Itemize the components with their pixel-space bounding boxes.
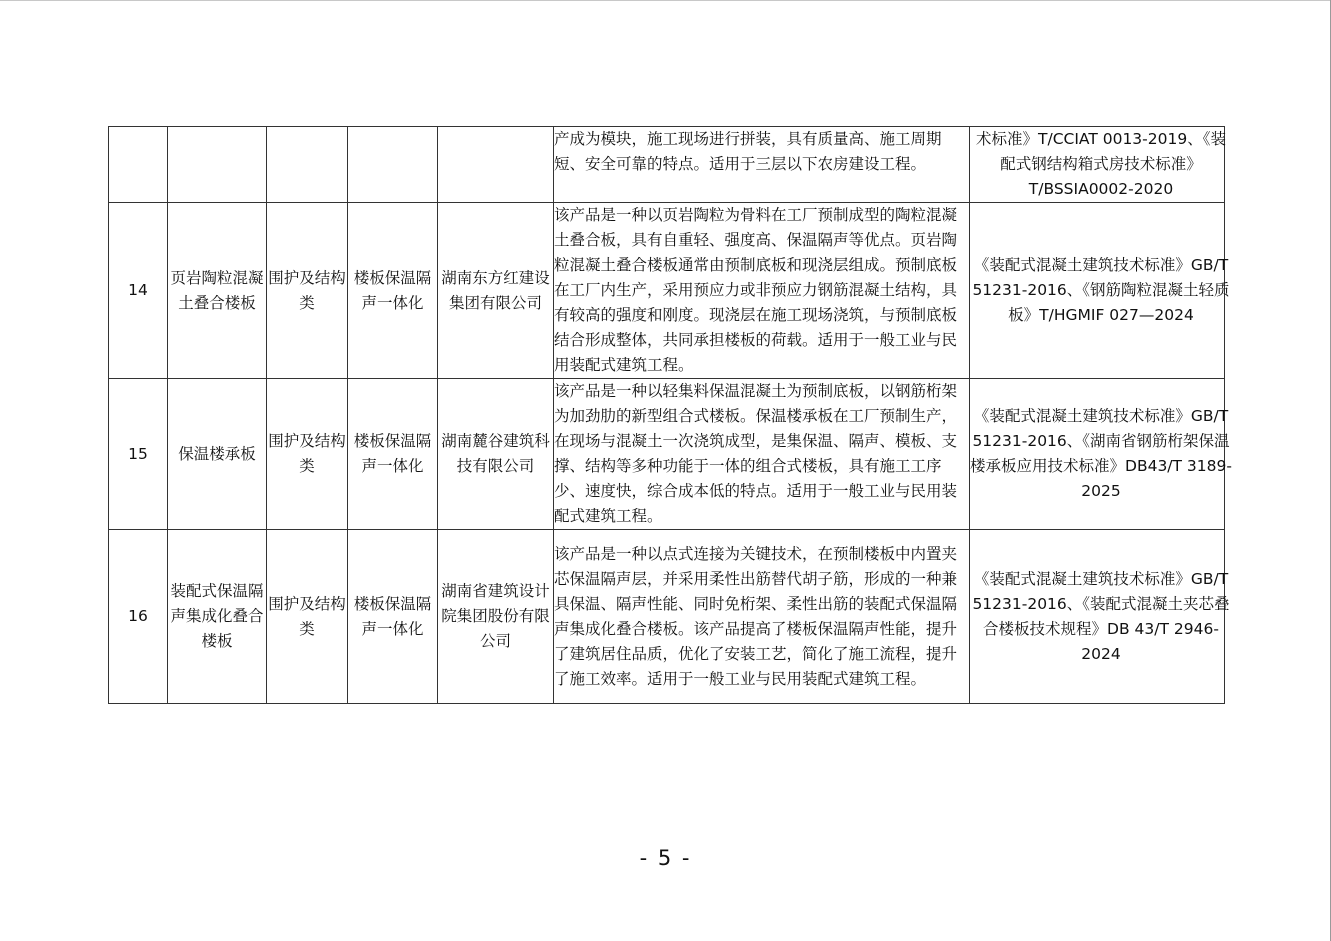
type-cell: 楼板保温隔声一体化 (348, 203, 438, 379)
company-cell: 湖南省建筑设计院集团股份有限公司 (438, 530, 554, 704)
type-cell: 楼板保温隔声一体化 (348, 379, 438, 530)
standard-text: 《装配式混凝土建筑技术标准》GB/T 51231-2016、《装配式混凝土夹芯叠合楼板技术规程》DB 43/T 2946-2024 (972, 569, 1230, 663)
table-row (109, 379, 1225, 530)
type-cell (348, 127, 438, 203)
standard-text: 术标准》T/CCIAT 0013-2019、《装配式钢结构箱式房技术标准》T/BSSIA0002-2020 (976, 130, 1226, 198)
description-cell: 该产品是一种以页岩陶粒为骨料在工厂预制成型的陶粒混凝土叠合板，具有自重轻、强度高、保温隔声等优点。页岩陶粒混凝土叠合楼板通常由预制底板和现浇层组成。预制底板在工厂内生产，采用预应力或非预应力钢筋混凝土结构，具有较高的强度和刚度。现浇层在施工现场浇筑，与预制底板结合形成整体，共同承担楼板的荷载。适用于一般工业与民用装配式建筑工程。 (554, 203, 970, 379)
table-row (109, 530, 1225, 704)
category-cell: 围护及结构类 (267, 379, 348, 530)
product-name-cell: 保温楼承板 (168, 379, 267, 530)
description-cell: 该产品是一种以轻集料保温混凝土为预制底板，以钢筋桁架为加劲肋的新型组合式楼板。保温楼承板在工厂预制生产，在现场与混凝土一次浇筑成型，是集保温、隔声、模板、支撑、结构等多种功能于一体的组合式楼板，具有施工工序少、速度快，综合成本低的特点。适用于一般工业与民用装配式建筑工程。 (554, 379, 970, 530)
company-cell (438, 127, 554, 203)
product-name-cell: 页岩陶粒混凝土叠合楼板 (168, 203, 267, 379)
standard-text: 《装配式混凝土建筑技术标准》GB/T 51231-2016、《钢筋陶粒混凝土轻质板》T/HGMIF 027—2024 (972, 256, 1230, 324)
description-cell: 该产品是一种以点式连接为关键技术，在预制楼板中内置夹芯保温隔声层，并采用柔性出筋替代胡子筋，形成的一种兼具保温、隔声性能、同时免桁架、柔性出筋的装配式保温隔声集成化叠合楼板。该产品提高了楼板保温隔声性能，提升了建筑居住品质，优化了安装工艺，简化了施工流程，提升了施工效率。适用于一般工业与民用装配式建筑工程。 (554, 530, 970, 704)
row-number-cell (109, 127, 168, 203)
category-cell (267, 127, 348, 203)
row-number-cell: 15 (109, 379, 168, 530)
table-row (109, 127, 1225, 203)
type-cell: 楼板保温隔声一体化 (348, 530, 438, 704)
page-number: - 5 - (639, 846, 692, 870)
company-cell: 湖南东方红建设集团有限公司 (438, 203, 554, 379)
product-name-cell: 装配式保温隔声集成化叠合楼板 (168, 530, 267, 704)
standard-text: 《装配式混凝土建筑技术标准》GB/T 51231-2016、《湖南省钢筋桁架保温楼承板应用技术标准》DB43/T 3189-2025 (970, 407, 1232, 500)
product-table (108, 126, 1232, 704)
row-number-cell: 14 (109, 203, 168, 379)
product-name-cell (168, 127, 267, 203)
standard-cell (970, 530, 1230, 704)
standard-cell (970, 203, 1230, 379)
standard-cell (970, 127, 1225, 203)
table-row (109, 203, 1225, 379)
category-cell: 围护及结构类 (267, 203, 348, 379)
page-top-edge (0, 0, 1331, 1)
company-cell: 湖南麓谷建筑科技有限公司 (438, 379, 554, 530)
category-cell: 围护及结构类 (267, 530, 348, 704)
standard-cell (970, 379, 1232, 530)
row-number-cell: 16 (109, 530, 168, 704)
description-cell: 产成为模块，施工现场进行拼装，具有质量高、施工周期短、安全可靠的特点。适用于三层以下农房建设工程。 (554, 127, 970, 203)
